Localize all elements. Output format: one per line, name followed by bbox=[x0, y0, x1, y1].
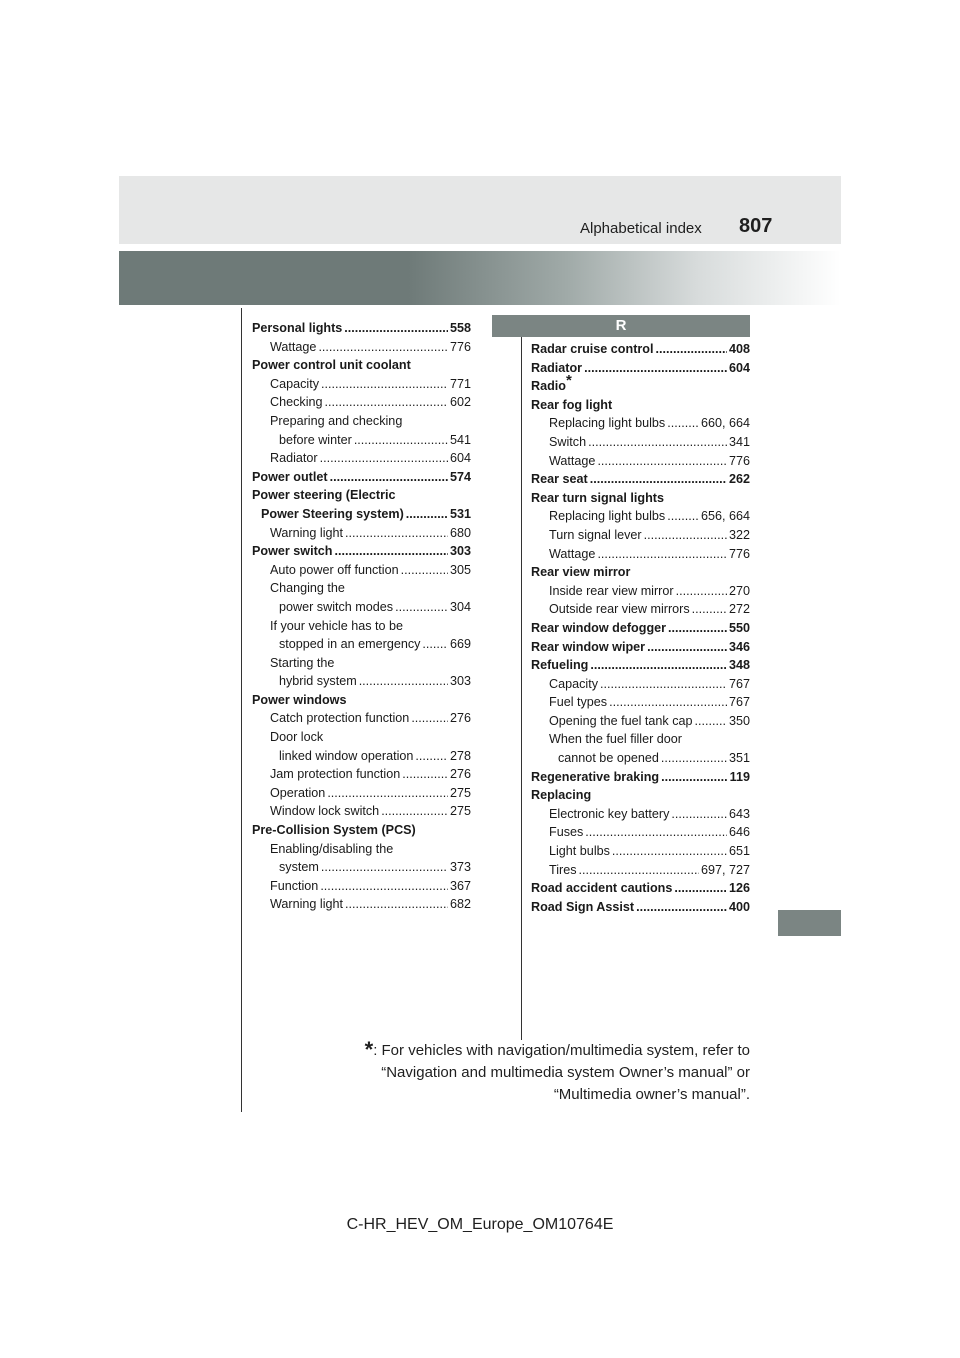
index-entry-text: Inside rear view mirror bbox=[549, 583, 674, 598]
index-entry-text: Turn signal lever bbox=[549, 527, 642, 542]
index-leader-dots bbox=[661, 768, 728, 787]
index-entry-page: 604 bbox=[449, 451, 471, 466]
index-leader-dots bbox=[411, 709, 448, 728]
index-leader-dots bbox=[330, 468, 448, 487]
index-entry-text: Window lock switch bbox=[270, 804, 380, 819]
index-entry-text: system bbox=[279, 860, 319, 875]
index-leader-dots bbox=[325, 393, 448, 412]
index-entry-page: 408 bbox=[728, 342, 750, 356]
index-entry bbox=[252, 784, 471, 803]
index-entry bbox=[252, 561, 471, 580]
index-leader-dots bbox=[345, 895, 448, 914]
index-entry-text: Power outlet bbox=[252, 469, 328, 484]
index-entry bbox=[252, 765, 471, 784]
index-leader-dots bbox=[579, 861, 699, 880]
index-entry-page: 680 bbox=[449, 525, 471, 540]
index-column-right bbox=[531, 340, 750, 916]
index-leader-dots bbox=[334, 542, 448, 561]
index-entry-text: linked window operation bbox=[279, 748, 414, 763]
index-entry-page: 669 bbox=[449, 637, 471, 652]
index-entry-page: 767 bbox=[728, 695, 750, 710]
index-heading: Pre-Collision System (PCS) bbox=[252, 823, 416, 838]
index-entry-page: 531 bbox=[449, 506, 471, 521]
index-leader-dots bbox=[692, 600, 727, 619]
index-entry-text: Capacity bbox=[270, 376, 319, 391]
index-entry-page: 373 bbox=[449, 860, 471, 875]
thumb-index-tab bbox=[778, 910, 841, 936]
index-entry-page: 276 bbox=[449, 711, 471, 726]
footnote-line-1: : For vehicles with navigation/multimedia system, refer to bbox=[373, 1042, 750, 1059]
index-heading: Power windows bbox=[252, 692, 347, 707]
index-entry-text: Power switch bbox=[252, 544, 333, 559]
index-leader-dots bbox=[585, 823, 727, 842]
index-heading: Door lock bbox=[270, 730, 324, 745]
index-entry-page: 304 bbox=[449, 599, 471, 614]
index-heading: Starting the bbox=[270, 655, 335, 670]
index-entry bbox=[531, 712, 750, 731]
index-entry bbox=[531, 656, 750, 675]
index-entry-page: 305 bbox=[449, 562, 471, 577]
index-entry bbox=[531, 861, 750, 880]
index-leader-dots bbox=[401, 561, 448, 580]
index-heading: Rear view mirror bbox=[531, 565, 631, 580]
index-entry-text: Function bbox=[270, 878, 319, 893]
index-entry-text: cannot be opened bbox=[558, 751, 659, 766]
index-heading: Power steering (Electric bbox=[252, 488, 396, 503]
index-entry-text: Replacing light bulbs bbox=[549, 509, 666, 524]
index-leader-dots bbox=[695, 712, 727, 731]
index-entry bbox=[531, 414, 750, 433]
index-leader-dots bbox=[647, 638, 727, 657]
index-heading: If your vehicle has to be bbox=[270, 618, 404, 633]
index-entry-text: Checking bbox=[270, 395, 323, 410]
index-entry-text: hybrid system bbox=[279, 674, 357, 689]
index-entry-page: 651 bbox=[728, 844, 750, 859]
index-entry bbox=[531, 600, 750, 619]
index-entry-page: 126 bbox=[728, 881, 750, 896]
index-leader-dots bbox=[344, 319, 448, 338]
index-entry bbox=[252, 393, 471, 412]
index-entry-page: 262 bbox=[728, 472, 750, 487]
index-entry-text: Rear window defogger bbox=[531, 620, 667, 635]
index-entry bbox=[531, 693, 750, 712]
index-entry-page: 604 bbox=[728, 360, 750, 375]
index-leader-dots bbox=[321, 858, 448, 877]
index-entry-page: 558 bbox=[449, 321, 471, 335]
index-entry-text: Wattage bbox=[270, 339, 317, 354]
index-entry bbox=[252, 858, 471, 877]
index-entry-page: 656, 664 bbox=[700, 509, 750, 524]
footnote-asterisk: * bbox=[364, 1037, 374, 1062]
index-leader-dots bbox=[381, 802, 448, 821]
index-leader-dots bbox=[318, 338, 448, 357]
index-leader-dots bbox=[600, 675, 727, 694]
index-entry-text: Radio bbox=[531, 379, 566, 394]
index-entry-page: 276 bbox=[449, 767, 471, 782]
index-entry-page: 303 bbox=[449, 544, 471, 559]
index-entry-page: 346 bbox=[728, 639, 750, 654]
index-entry bbox=[252, 895, 471, 914]
index-entry-text: Auto power off function bbox=[270, 562, 399, 577]
index-entry-text: Refueling bbox=[531, 658, 589, 673]
index-entry-text: Jam protection function bbox=[270, 767, 401, 782]
index-leader-dots bbox=[327, 784, 448, 803]
index-entry-page: 270 bbox=[728, 583, 750, 598]
index-leader-dots bbox=[354, 431, 448, 450]
index-entry-text: Warning light bbox=[270, 525, 344, 540]
index-entry bbox=[252, 877, 471, 896]
index-leader-dots bbox=[320, 449, 448, 468]
index-entry-text: Radiator bbox=[270, 451, 318, 466]
index-heading: Rear fog light bbox=[531, 397, 613, 412]
index-entry-text: Wattage bbox=[549, 546, 596, 561]
header-band bbox=[119, 176, 841, 244]
footnote bbox=[330, 1037, 750, 1106]
index-entry-page: 119 bbox=[729, 769, 750, 784]
index-leader-dots bbox=[588, 433, 727, 452]
index-leader-dots bbox=[597, 545, 727, 564]
index-entry-page: 776 bbox=[728, 453, 750, 468]
header-gradient-bar bbox=[119, 251, 841, 305]
index-entry bbox=[252, 468, 471, 487]
index-leader-dots bbox=[590, 656, 727, 675]
index-entry-page: 776 bbox=[449, 339, 471, 354]
index-entry-page: 303 bbox=[449, 674, 471, 689]
index-leader-dots bbox=[422, 635, 448, 654]
index-entry-text: Rear window wiper bbox=[531, 639, 646, 654]
index-entry-page: 643 bbox=[728, 806, 750, 821]
index-entry-text: Electronic key battery bbox=[549, 806, 670, 821]
index-entry bbox=[531, 340, 750, 359]
index-entry bbox=[531, 768, 750, 787]
index-entry-page: 697, 727 bbox=[700, 862, 750, 877]
index-entry-text: power switch modes bbox=[279, 599, 394, 614]
index-entry-text: Personal lights bbox=[252, 321, 343, 335]
index-heading: Preparing and checking bbox=[270, 413, 403, 428]
index-entry-text: Road Sign Assist bbox=[531, 899, 635, 914]
index-entry-page: 272 bbox=[728, 602, 750, 617]
index-entry-text: Rear seat bbox=[531, 472, 588, 487]
index-entry bbox=[252, 635, 471, 654]
index-entry bbox=[252, 747, 471, 766]
index-heading: Enabling/disabling the bbox=[270, 841, 394, 856]
index-entry-page: 541 bbox=[449, 432, 471, 447]
index-leader-dots bbox=[667, 414, 699, 433]
index-column-left bbox=[252, 319, 471, 914]
index-entry-page: 351 bbox=[728, 751, 750, 766]
index-entry bbox=[252, 709, 471, 728]
index-entry-page: 776 bbox=[728, 546, 750, 561]
footnote-reference-asterisk: * bbox=[565, 372, 572, 390]
index-entry-text: Fuel types bbox=[549, 695, 608, 710]
index-entry bbox=[531, 433, 750, 452]
index-entry bbox=[531, 452, 750, 471]
index-leader-dots bbox=[395, 598, 448, 617]
index-entry-text: Road accident cautions bbox=[531, 881, 673, 896]
index-leader-dots bbox=[321, 375, 448, 394]
footnote-line-3: “Multimedia owner’s manual”. bbox=[553, 1086, 750, 1103]
index-entry-text: Catch protection function bbox=[270, 711, 410, 726]
index-entry-text: Tires bbox=[549, 862, 577, 877]
index-leader-dots bbox=[661, 749, 727, 768]
index-entry-page: 322 bbox=[728, 527, 750, 542]
index-entry bbox=[252, 338, 471, 357]
index-entry-text: Switch bbox=[549, 434, 587, 449]
index-heading: Rear turn signal lights bbox=[531, 490, 664, 505]
index-entry bbox=[531, 372, 750, 396]
index-entry-page: 341 bbox=[728, 434, 750, 449]
index-leader-dots bbox=[636, 898, 727, 917]
index-entry bbox=[531, 805, 750, 824]
index-leader-dots bbox=[676, 582, 727, 601]
page-number: 807 bbox=[739, 215, 773, 237]
index-leader-dots bbox=[668, 619, 727, 638]
section-header-r: R bbox=[492, 315, 750, 337]
index-entry-text: Wattage bbox=[549, 453, 596, 468]
index-entry-page: 771 bbox=[449, 376, 471, 391]
index-entry-text: Radar cruise control bbox=[531, 342, 654, 356]
index-entry bbox=[531, 675, 750, 694]
index-entry-text: Opening the fuel tank cap bbox=[549, 713, 693, 728]
left-margin-rule bbox=[241, 308, 242, 1112]
footnote-line-2: “Navigation and multimedia system Owner’s manual” or bbox=[381, 1064, 750, 1081]
index-entry-page: 350 bbox=[728, 713, 750, 728]
index-entry-page: 646 bbox=[728, 825, 750, 840]
index-entry bbox=[252, 449, 471, 468]
index-heading: Power control unit coolant bbox=[252, 358, 411, 373]
index-entry bbox=[252, 431, 471, 450]
index-entry-text: Light bulbs bbox=[549, 844, 610, 859]
index-entry-page: 574 bbox=[449, 469, 471, 484]
index-entry bbox=[252, 375, 471, 394]
index-leader-dots bbox=[402, 765, 448, 784]
index-entry bbox=[531, 879, 750, 898]
index-entry bbox=[252, 672, 471, 691]
index-entry bbox=[531, 823, 750, 842]
index-entry-page: 275 bbox=[449, 804, 471, 819]
index-leader-dots bbox=[406, 505, 448, 524]
index-entry bbox=[531, 359, 750, 378]
index-leader-dots bbox=[667, 507, 699, 526]
index-entry-text: Outside rear view mirrors bbox=[549, 602, 690, 617]
index-leader-dots bbox=[597, 452, 727, 471]
index-entry bbox=[252, 524, 471, 543]
index-leader-dots bbox=[674, 879, 727, 898]
index-entry bbox=[252, 505, 471, 524]
index-entry bbox=[531, 507, 750, 526]
index-leader-dots bbox=[584, 359, 727, 378]
index-entry bbox=[531, 749, 750, 768]
index-entry-text: Radiator bbox=[531, 360, 583, 375]
page-title: Alphabetical index bbox=[580, 220, 702, 237]
index-leader-dots bbox=[655, 340, 727, 359]
index-leader-dots bbox=[612, 842, 727, 861]
index-entry-page: 550 bbox=[728, 620, 750, 635]
index-entry-page: 278 bbox=[449, 748, 471, 763]
index-entry-text: Regenerative braking bbox=[531, 769, 660, 784]
index-entry bbox=[531, 526, 750, 545]
index-entry-text: Warning light bbox=[270, 897, 344, 912]
index-leader-dots bbox=[320, 877, 448, 896]
index-entry-page: 602 bbox=[449, 395, 471, 410]
index-entry bbox=[531, 470, 750, 489]
document-code: C-HR_HEV_OM_Europe_OM10764E bbox=[346, 1216, 614, 1233]
index-entry-page: 400 bbox=[728, 899, 750, 914]
index-entry bbox=[531, 619, 750, 638]
index-heading: When the fuel filler door bbox=[549, 732, 683, 747]
index-leader-dots bbox=[644, 526, 727, 545]
index-entry-text: Operation bbox=[270, 785, 326, 800]
index-entry-page: 682 bbox=[449, 897, 471, 912]
index-entry-text: Fuses bbox=[549, 825, 584, 840]
index-entry-text: stopped in an emergency bbox=[279, 637, 421, 652]
index-entry bbox=[531, 545, 750, 564]
index-entry bbox=[252, 319, 471, 338]
index-entry-text: before winter bbox=[279, 432, 352, 447]
index-entry-page: 660, 664 bbox=[700, 416, 750, 431]
index-entry bbox=[252, 598, 471, 617]
index-entry bbox=[531, 582, 750, 601]
index-entry bbox=[531, 842, 750, 861]
index-heading: Replacing bbox=[531, 788, 592, 803]
index-entry bbox=[252, 802, 471, 821]
index-entry-page: 367 bbox=[449, 878, 471, 893]
index-leader-dots bbox=[345, 524, 448, 543]
index-entry-text: Replacing light bulbs bbox=[549, 416, 666, 431]
index-entry-page: 348 bbox=[728, 658, 750, 673]
index-leader-dots bbox=[609, 693, 727, 712]
column-divider bbox=[521, 336, 522, 1040]
index-entry-text: Capacity bbox=[549, 676, 598, 691]
index-leader-dots bbox=[359, 672, 448, 691]
index-leader-dots bbox=[671, 805, 727, 824]
index-entry bbox=[531, 898, 750, 917]
index-entry-page: 275 bbox=[449, 785, 471, 800]
index-entry-page: 767 bbox=[728, 676, 750, 691]
index-entry bbox=[252, 542, 471, 561]
index-heading: Changing the bbox=[270, 581, 345, 596]
index-leader-dots bbox=[590, 470, 727, 489]
index-entry bbox=[531, 638, 750, 657]
index-entry-text: Power Steering system) bbox=[261, 506, 404, 521]
index-leader-dots bbox=[415, 747, 448, 766]
